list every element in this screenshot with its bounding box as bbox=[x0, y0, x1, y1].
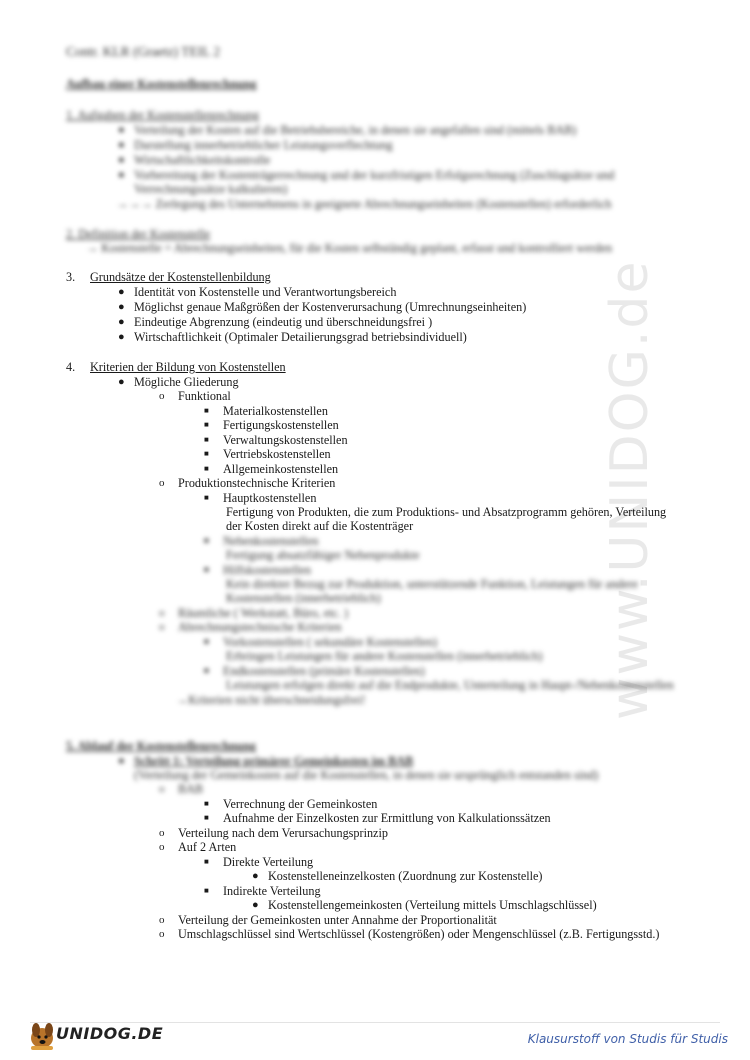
list-item: Hauptkostenstellen bbox=[223, 491, 317, 505]
list-item: Indirekte Verteilung bbox=[223, 884, 321, 898]
doc-title: Contr. KLR (Graetz) TEIL 2 bbox=[66, 44, 221, 59]
list-item: Vorbereitung der Kostenträgerrechnung und der kurzfristigen Erfolgsrechnung (Zuschlagsätze und bbox=[134, 168, 615, 182]
list-item: Verrechnung der Gemeinkosten bbox=[223, 797, 378, 811]
document-page: www.UNIDOG.de Contr. KLR (Graetz) TEIL 2 Aufbau einer Kostenstellenrechnung 1. Aufgaben der Kostenstellenrechnung ● Verteilung der Kosten auf die Betriebsbereiche, in denen sie angefallen sind (mittels BAB) ● Darstellung innerbetrieblicher Leistungsverflechtung ● Wirtschaftlichkeitskontrolle ● Vorbereitung der Kostenträgerrechnung und der kurzfristigen Erfolgsrechnung (Zuschlagsätze und Verrechnungssätze kalkulieren) →→→ Zerlegung des Unternehmens in geeignete Abrechnungseinheiten (Kostenstellen) erforderlich 2. Definition der Kostenstelle → Kostenstelle = Abrechnungseinheiten, für die Kosten selbständig geplant, erfasst und kontrolliert werden 3. Grundsätze der Kostenstellenbildung ● Identität von Kostenstelle und Verantwortungsbereich ● Möglichst genaue Maßgrößen der Kostenverursachung (Umrechnungseinheiten) ● Eindeutige Abgrenzung (eindeutig und überschneidungsfrei ) ● Wirtschaftlichkeit (Optimaler Detailierungsgrad betriebsindividuell) 4. Kriterien der Bildung von Kostenstellen ● Mögliche Gliederung o Funktional ■ Materialkostenstellen ■ Fertigungskostenstellen ■ Verwaltungskostenstellen ■ Vertriebskostenstellen ■ Allgemeinkostenstellen o Produktionstechnische Kriterien ■ Hauptkostenstellen Fertigung von Produkten, die zum Produktions- und Absatzprogramm gehören, Verteilung der Kosten direkt auf die Kostenträger ■ Nebenkostenstellen Fertigung absatzfähiger Nebenprodukte ■ Hilfskostenstellen Kein direkter Bezug zur Produktion, unterstützende Funktion, Leistungen für andere Kostenstellen (innerbetrieblich) o Räumliche ( Werkstatt, Büro, etc. ) o Abrechnungstechnische Kriterien ■ Vorkostenstellen ( sekundäre Kostenstellen) Erbringen Leistungen für andere Kostenstellen (innerbetrieblich) ■ Endkostenstellen (primäre Kostenstellen) Leistungen erfolgen direkt auf die Endprodukte, Unterteilung in Haupt-/Nebenkostenstellen →Kriterien nicht überschneidungsfrei! 5. Ablauf der Kostenstellenrechnung ● Schritt 1: Verteilung primärer Gemeinkosten im BAB (Verteilung der Gemeinkosten auf die Kostenstellen, in denen sie ursprünglich entstanden sind) o BAB ■ Verrechnung der Gemeinkosten ■ Aufnahme der Einzelkosten zur Ermittlung von Kalkulationssätzen o Verteilung nach dem Verursachungsprinzip o Auf 2 Arten ■ Direkte Verteilung ● Kostenstelleneinzelkosten (Zuordnung zur Kostenstelle) ■ Indirekte Verteilung ● Kostenstellengemeinkosten (Verteilung mittels Umschlagschlüssel) o Verteilung der Gemeinkosten unter Annahme der Proportionalität o Umschlagschlüssel sind Wertschlüssel (Kostengrößen) oder Mengenschlüssel (z.B. Fertigungsstd.) UNIDOG.DE Klausurstoff von Studis für Studis bbox=[0, 0, 750, 1060]
section-2-heading: 2. Definition der Kostenstelle bbox=[66, 227, 211, 241]
watermark-text: www.UNIDOG.de bbox=[600, 259, 660, 720]
footer-slogan: Klausurstoff von Studis für Studis bbox=[527, 1032, 728, 1046]
section-5-heading: 5. Ablauf der Kostenstellenrechnung bbox=[66, 739, 256, 753]
list-item: Vorkostenstellen ( sekundäre Kostenstellen) bbox=[223, 635, 438, 649]
list-item: Direkte Verteilung bbox=[223, 855, 314, 869]
list-item-cont: Verrechnungssätze kalkulieren) bbox=[134, 182, 288, 196]
list-item: Auf 2 Arten bbox=[178, 840, 237, 854]
list-item: Materialkostenstellen bbox=[223, 404, 328, 418]
list-item-desc: Fertigung von Produkten, die zum Produktions- und Absatzprogramm gehören, Verteilung bbox=[226, 505, 667, 519]
list-item: Mögliche Gliederung bbox=[134, 375, 239, 389]
list-item: Produktionstechnische Kriterien bbox=[178, 476, 336, 490]
list-item-desc: Kein direkter Bezug zur Produktion, unterstützende Funktion, Leistungen für andere bbox=[226, 577, 638, 591]
list-item: Eindeutige Abgrenzung (eindeutig und überschneidungsfrei ) bbox=[134, 315, 433, 329]
list-item: Wirtschaftlichkeitskontrolle bbox=[134, 153, 271, 167]
list-item: Vertriebskostenstellen bbox=[223, 447, 331, 461]
logo-text[interactable]: UNIDOG.DE bbox=[56, 1024, 164, 1043]
list-item: Möglichst genaue Maßgrößen der Kostenverursachung (Umrechnungseinheiten) bbox=[134, 300, 527, 314]
section-4-heading: Kriterien der Bildung von Kostenstellen bbox=[90, 360, 286, 374]
list-item: Verwaltungskostenstellen bbox=[223, 433, 348, 447]
list-item: Kostenstellengemeinkosten (Verteilung mittels Umschlagschlüssel) bbox=[268, 898, 597, 912]
step-1-desc: (Verteilung der Gemeinkosten auf die Kostenstellen, in denen sie ursprünglich entstanden sind) bbox=[134, 768, 599, 782]
list-item: Funktional bbox=[178, 389, 231, 403]
list-item: Abrechnungstechnische Kriterien bbox=[178, 620, 342, 634]
list-item: Nebenkostenstellen bbox=[223, 534, 319, 548]
section-3-number: 3. bbox=[66, 270, 76, 284]
list-item: Identität von Kostenstelle und Verantwortungsbereich bbox=[134, 285, 397, 299]
section-4-number: 4. bbox=[66, 360, 76, 374]
list-item-desc: der Kosten direkt auf die Kostenträger bbox=[226, 519, 414, 533]
list-item: Verteilung nach dem Verursachungsprinzip bbox=[178, 826, 388, 840]
list-item-desc: Fertigung absatzfähiger Nebenprodukte bbox=[226, 548, 420, 562]
list-item: Aufnahme der Einzelkosten zur Ermittlung von Kalkulationssätzen bbox=[223, 811, 551, 825]
list-item-desc: Leistungen erfolgen direkt auf die Endprodukte, Unterteilung in Haupt-/Nebenkostenstellen bbox=[226, 678, 674, 692]
list-item: Allgemeinkostenstellen bbox=[223, 462, 339, 476]
list-item: Wirtschaftlichkeit (Optimaler Detailierungsgrad betriebsindividuell) bbox=[134, 330, 467, 344]
list-item: Umschlagschlüssel sind Wertschlüssel (Kostengrößen) oder Mengenschlüssel (z.B. Fertigungsstd.) bbox=[178, 927, 660, 941]
list-item: Verteilung der Kosten auf die Betriebsbereiche, in denen sie angefallen sind (mittels BAB) bbox=[134, 123, 577, 137]
list-item: Darstellung innerbetrieblicher Leistungsverflechtung bbox=[134, 138, 393, 152]
list-item: BAB bbox=[178, 782, 204, 796]
section-4-note: →Kriterien nicht überschneidungsfrei! bbox=[176, 693, 366, 707]
doc-subtitle: Aufbau einer Kostenstellenrechnung bbox=[66, 77, 257, 91]
list-item-desc: Erbringen Leistungen für andere Kostenstellen (innerbetrieblich) bbox=[226, 649, 543, 663]
list-item-desc: Kostenstellen (innerbetrieblich) bbox=[226, 591, 381, 605]
list-item: Räumliche ( Werkstatt, Büro, etc. ) bbox=[178, 606, 349, 620]
list-item: Kostenstelleneinzelkosten (Zuordnung zur Kostenstelle) bbox=[268, 869, 543, 883]
section-1-heading: 1. Aufgaben der Kostenstellenrechnung bbox=[66, 108, 259, 122]
section-3-heading: Grundsätze der Kostenstellenbildung bbox=[90, 270, 271, 284]
section-1-note: →→→ Zerlegung des Unternehmens in geeignete Abrechnungseinheiten (Kostenstellen) erforderlich bbox=[116, 197, 612, 211]
watermark bbox=[600, 220, 750, 740]
list-item: Verteilung der Gemeinkosten unter Annahme der Proportionalität bbox=[178, 913, 497, 927]
step-1-heading: Schritt 1: Verteilung primärer Gemeinkosten im BAB bbox=[134, 754, 414, 768]
list-item: Endkostenstellen (primäre Kostenstellen) bbox=[223, 664, 425, 678]
list-item: Fertigungskostenstellen bbox=[223, 418, 339, 432]
list-item: Hilfskostenstellen bbox=[223, 563, 312, 577]
section-2-note: → Kostenstelle = Abrechnungseinheiten, für die Kosten selbständig geplant, erfasst und kontrolliert werden bbox=[86, 241, 613, 255]
